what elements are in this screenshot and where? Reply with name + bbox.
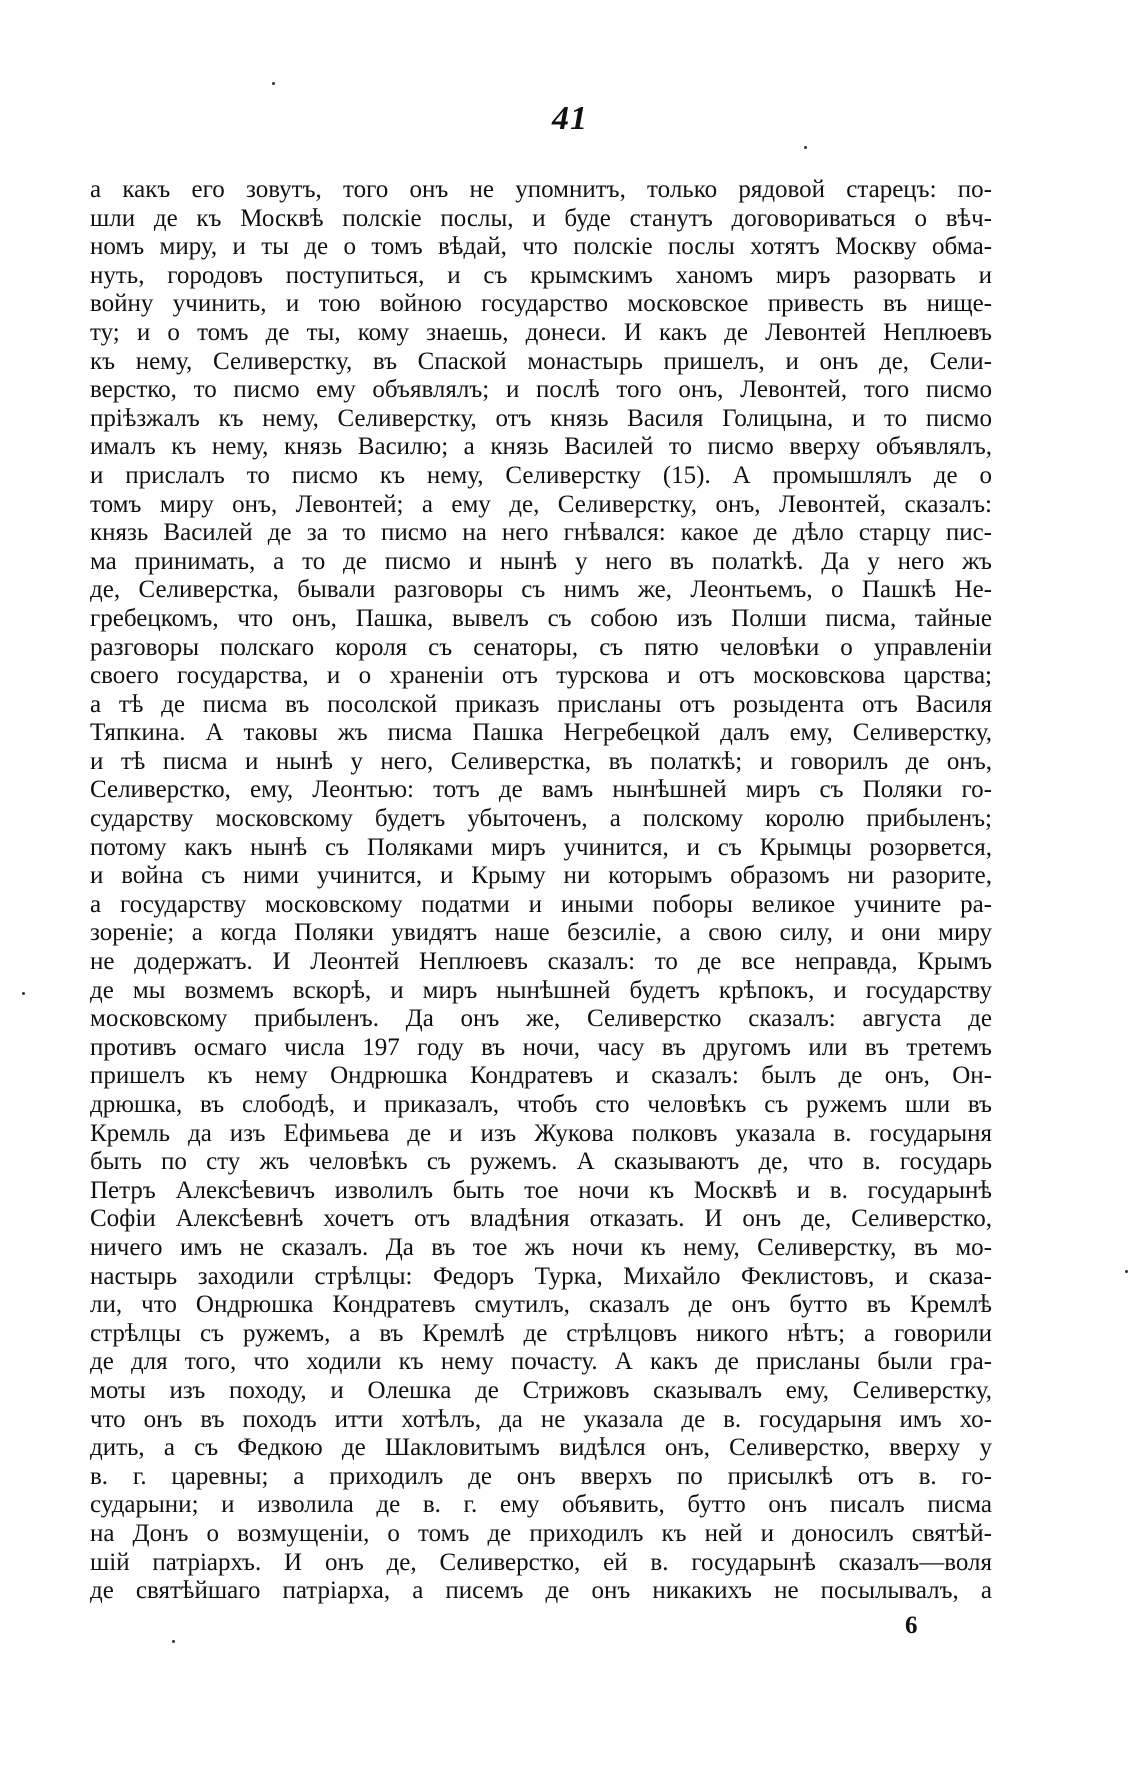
text-line: на Донъ о возмущеніи, о томъ де приходилъ къ ней и доносилъ святѣй- xyxy=(90,1519,992,1547)
text-line: пріѣзжалъ къ нему, Селиверстку, отъ князь Василя Голицына, и то писмо xyxy=(90,404,992,432)
text-line: де для того, что ходили къ нему почасту. А какъ де присланы были гра- xyxy=(90,1348,992,1376)
text-line: противъ осмаго числа 197 году въ ночи, часу въ другомъ или въ третемъ xyxy=(90,1033,992,1061)
text-line: стрѣлцы съ ружемъ, а въ Кремлѣ де стрѣлцовъ никого нѣтъ; а говорили xyxy=(90,1319,992,1347)
text-line: къ нему, Селиверстку, въ Спаской монастырь пришелъ, и онъ де, Сели- xyxy=(90,347,992,375)
text-line: ималъ къ нему, князь Василю; а князь Василей то писмо вверху объявлялъ, xyxy=(90,433,992,461)
text-line: сударству московскому будетъ убыточенъ, а полскому королю прибыленъ; xyxy=(90,805,992,833)
text-line: потому какъ нынѣ съ Поляками миръ учинится, и съ Крымцы розорвется, xyxy=(90,833,992,861)
text-line: в. г. царевны; а приходилъ де онъ вверхъ по присылкѣ отъ в. го- xyxy=(90,1462,992,1490)
text-line: томъ миру онъ, Левонтей; а ему де, Селиверстку, онъ, Левонтей, сказалъ: xyxy=(90,490,992,518)
speck xyxy=(172,1640,175,1643)
text-line: своего государства, и о храненіи отъ турскова и отъ московскова царства; xyxy=(90,662,992,690)
text-line: а какъ его зовутъ, того онъ не упомнитъ, только рядовой старецъ: по- xyxy=(90,176,992,203)
text-line: быть по сту жъ человѣкъ съ ружемъ. А сказываютъ де, что в. государь xyxy=(90,1148,992,1176)
text-line: Петръ Алексѣевичъ изволилъ быть тое ночи къ Москвѣ и в. государынѣ xyxy=(90,1176,992,1204)
text-line: де, Селиверстка, бывали разговоры съ нимъ же, Леонтьемъ, о Пашкѣ Не- xyxy=(90,576,992,604)
text-line: шли де къ Москвѣ полскіе послы, и буде станутъ договориваться о вѣч- xyxy=(90,204,992,232)
text-line: номъ миру, и ты де о томъ вѣдай, что полскіе послы хотятъ Москву обма- xyxy=(90,233,992,261)
text-line: верстко, то писмо ему объявлялъ; и послѣ того онъ, Левонтей, того писмо xyxy=(90,376,992,404)
text-line: де мы возмемъ вскорѣ, и миръ нынѣшней будетъ крѣпокъ, и государству xyxy=(90,976,992,1004)
text-line: пришелъ къ нему Ондрюшка Кондратевъ и сказалъ: былъ де онъ, Он- xyxy=(90,1062,992,1090)
text-line: что онъ въ походъ итти хотѣлъ, да не указала де в. государыня имъ хо- xyxy=(90,1405,992,1433)
text-line: ту; и о томъ де ты, кому знаешь, донеси. И какъ де Левонтей Неплюевъ xyxy=(90,318,992,346)
text-line: войну учинить, и тою войною государство московское привесть въ нище- xyxy=(90,290,992,318)
text-line: настырь заходили стрѣлцы: Федоръ Турка, Михайло Феклистовъ, и сказа- xyxy=(90,1262,992,1290)
text-line: а тѣ де писма въ посолской приказъ присланы отъ розыдента отъ Василя xyxy=(90,690,992,718)
speck xyxy=(804,146,807,149)
text-line: де святѣйшаго патріарха, а писемъ де онъ никакихъ не посылывалъ, а xyxy=(90,1577,992,1605)
page-number: 41 xyxy=(552,100,588,137)
body-text xyxy=(90,176,992,1606)
text-line: дрюшка, въ слободѣ, и приказалъ, чтобъ сто человѣкъ съ ружемъ шли въ xyxy=(90,1091,992,1118)
text-line: Софіи Алексѣевнѣ хочетъ отъ владѣния отказать. И онъ де, Селиверстко, xyxy=(90,1205,992,1233)
text-line: нуть, городовъ поступиться, и съ крымскимъ ханомъ миръ разорвать и xyxy=(90,261,992,289)
text-line: и прислалъ то писмо къ нему, Селиверстку (15). А промышлялъ де о xyxy=(90,461,992,489)
text-line: а государству московскому податми и иными поборы великое учините ра- xyxy=(90,890,992,918)
text-line: ли, что Ондрюшка Кондратевъ смутилъ, сказалъ де онъ бутто въ Кремлѣ xyxy=(90,1291,992,1319)
text-line: не додержатъ. И Леонтей Неплюевъ сказалъ: то де все неправда, Крымъ xyxy=(90,948,992,976)
speck xyxy=(1125,1270,1128,1273)
text-line: дить, а съ Федкою де Шакловитымъ видѣлся онъ, Селиверстко, вверху у xyxy=(90,1434,992,1462)
text-line: и тѣ писма и нынѣ у него, Селиверстка, въ полаткѣ; и говорилъ де онъ, xyxy=(90,747,992,775)
sheet-signature: 6 xyxy=(905,1612,918,1639)
text-line: ма принимать, а то де писмо и нынѣ у него въ полатkѣ. Да у него жъ xyxy=(90,547,992,575)
speck xyxy=(22,992,25,995)
text-line: московскому прибыленъ. Да онъ же, Селиверстко сказалъ: августа де xyxy=(90,1005,992,1033)
text-line: ничего имъ не сказалъ. Да въ тое жъ ночи къ нему, Селиверстку, въ мо- xyxy=(90,1233,992,1261)
text-line: зореніе; а когда Поляки увидятъ наше безсиліе, а свою силу, и они миру xyxy=(90,919,992,947)
text-line: гребецкомъ, что онъ, Пашка, вывелъ съ собою изъ Полши писма, тайные xyxy=(90,604,992,632)
text-line: разговоры полскаго короля съ сенаторы, съ пятю человѣки о управленіи xyxy=(90,633,992,661)
text-line: Селиверстко, ему, Леонтью: тотъ де вамъ нынѣшней миръ съ Поляки го- xyxy=(90,776,992,804)
text-line: шій патріархъ. И онъ де, Селиверстко, ей в. государынѣ сказалъ—воля xyxy=(90,1548,992,1576)
text-line: князь Василей де за то писмо на него гнѣвался: какое де дѣло старцу пис- xyxy=(90,519,992,547)
text-line: Тяпкина. А таковы жъ писма Пашка Негребецкой далъ ему, Селиверстку, xyxy=(90,719,992,747)
text-line: Кремль да изъ Ефимьева де и изъ Жукова полковъ указала в. государыня xyxy=(90,1119,992,1147)
text-line: и война съ ними учинится, и Крыму ни которымъ образомъ ни разорите, xyxy=(90,862,992,890)
text-line: сударыни; и изволила де в. г. ему объявить, бутто онъ писалъ писма xyxy=(90,1491,992,1519)
text-line: моты изъ походу, и Олешка де Стрижовъ сказывалъ ему, Селиверстку, xyxy=(90,1376,992,1404)
speck xyxy=(272,82,275,85)
